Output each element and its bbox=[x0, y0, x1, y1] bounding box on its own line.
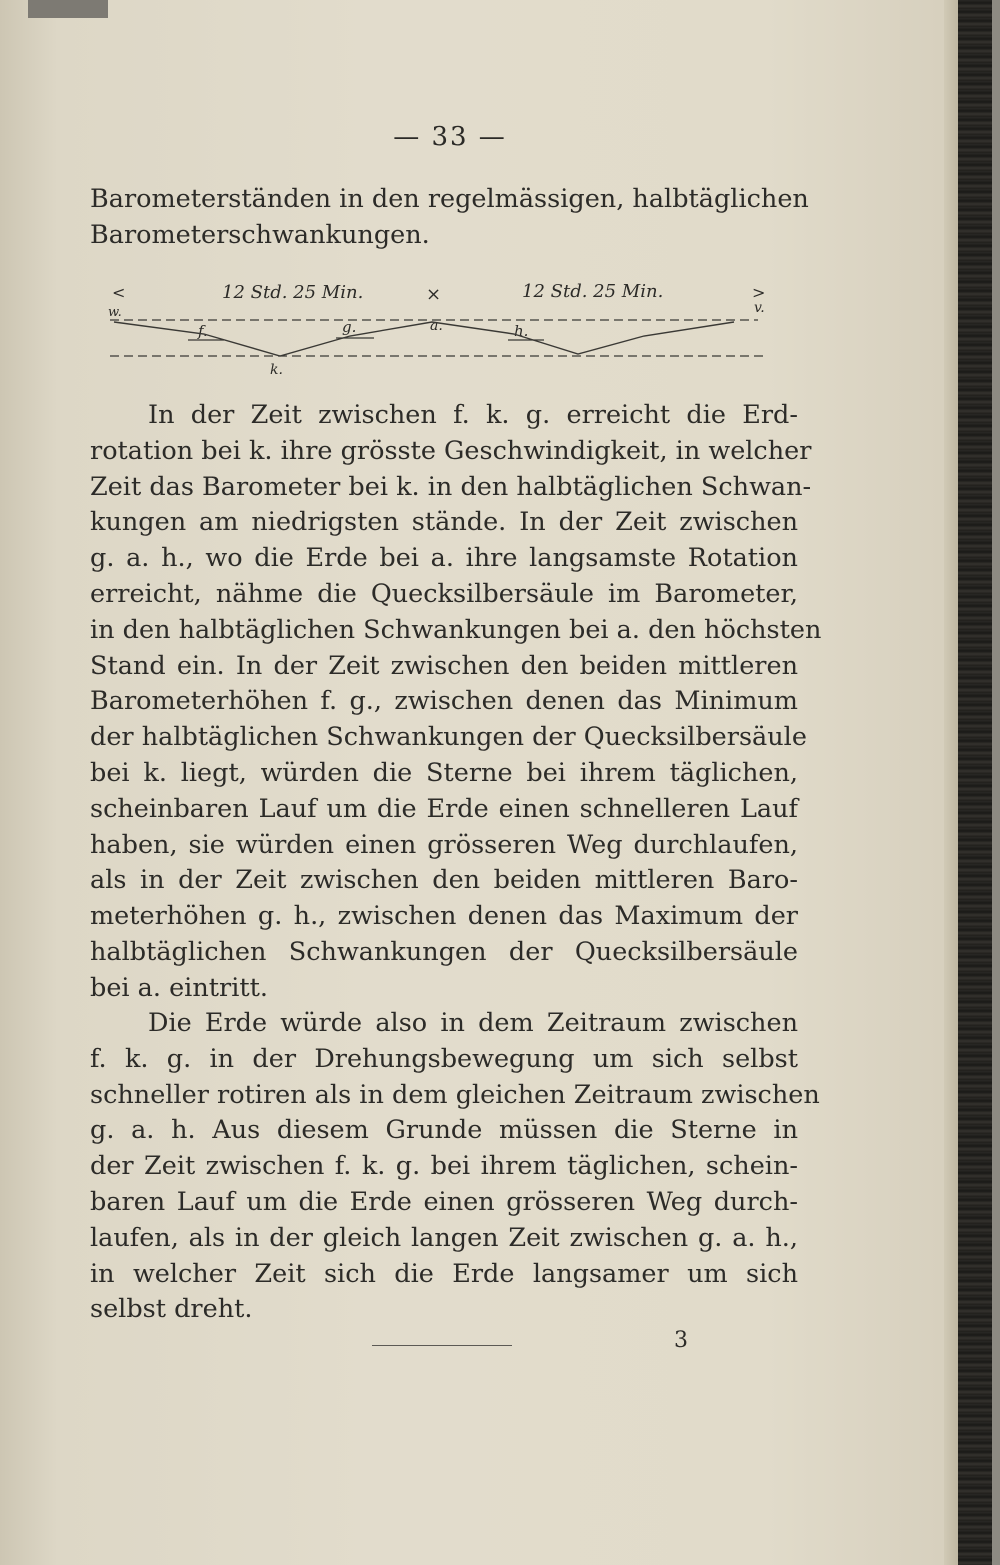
text-line: scheinbaren Lauf um die Erde einen schnelleren Lauf bbox=[90, 793, 798, 824]
right-arrow: > bbox=[752, 283, 766, 302]
left-duration-label: 12 Std. 25 Min. bbox=[222, 282, 364, 303]
text-line: bei a. eintritt. bbox=[90, 972, 268, 1003]
point-label-w: w. bbox=[108, 305, 122, 320]
text-line: g. a. h. Aus diesem Grunde müssen die Sterne in bbox=[90, 1115, 798, 1146]
point-label-f: f. bbox=[198, 322, 208, 340]
text-line: meterhöhen g. h., zwischen denen das Maximum der bbox=[90, 901, 798, 932]
text-line: haben, sie würden einen grösseren Weg durchlaufen, bbox=[90, 829, 798, 860]
text-line: f. k. g. in der Drehungsbewegung um sich selbst bbox=[90, 1043, 798, 1074]
barometer-rotation-diagram bbox=[104, 276, 784, 376]
text-line: bei k. liegt, würden die Sterne bei ihrem täglichen, bbox=[90, 757, 798, 788]
point-label-k: k. bbox=[270, 362, 283, 376]
text-line: Stand ein. In der Zeit zwischen den beiden mittleren bbox=[90, 650, 798, 681]
text-line: der halbtäglichen Schwankungen der Quecksilbersäule bbox=[90, 722, 807, 753]
text-line: als in der Zeit zwischen den beiden mittleren Baro- bbox=[90, 865, 798, 896]
right-duration-label: 12 Std. 25 Min. bbox=[522, 281, 664, 302]
point-label-a: a. bbox=[430, 318, 443, 334]
text-line: Zeit das Barometer bei k. in den halbtäglichen Schwan- bbox=[90, 471, 812, 502]
point-label-v: v. bbox=[754, 300, 765, 316]
text-line: baren Lauf um die Erde einen grösseren Weg durch- bbox=[90, 1186, 798, 1217]
page-edge bbox=[944, 0, 958, 1565]
text-line: Barometerschwankungen. bbox=[90, 219, 430, 250]
text-line: Barometerständen in den regelmässigen, halbtäglichen bbox=[90, 184, 809, 214]
text-line: selbst dreht. bbox=[90, 1294, 253, 1325]
spine-edge bbox=[992, 0, 1000, 1565]
center-mark: × bbox=[426, 284, 442, 305]
text-line: Die Erde würde also in dem Zeitraum zwischen bbox=[148, 1008, 798, 1038]
text-line: Barometerhöhen f. g., zwischen denen das Minimum bbox=[90, 686, 798, 717]
paragraph-1 bbox=[90, 182, 809, 254]
text-line: In der Zeit zwischen f. k. g. erreicht die Erd- bbox=[148, 400, 798, 430]
page-number-header: — 33 — bbox=[393, 122, 507, 152]
point-label-g: g. bbox=[342, 318, 357, 336]
text-line: laufen, als in der gleich langen Zeit zwischen g. a. h., bbox=[90, 1222, 798, 1253]
text-line: erreicht, nähme die Quecksilbersäule im Barometer, bbox=[90, 578, 798, 609]
paragraph-2 bbox=[90, 398, 822, 1007]
left-arrow: < bbox=[112, 283, 126, 302]
text-line: rotation bei k. ihre grösste Geschwindigkeit, in welcher bbox=[90, 435, 812, 466]
signature-mark: 3 bbox=[674, 1328, 688, 1353]
text-line: der Zeit zwischen f. k. g. bei ihrem täglichen, schein- bbox=[90, 1151, 798, 1182]
point-label-h: h. bbox=[514, 322, 529, 340]
text-line: g. a. h., wo die Erde bei a. ihre langsamste Rotation bbox=[90, 543, 798, 574]
text-line: in den halbtäglichen Schwankungen bei a. den höchsten bbox=[90, 614, 822, 645]
text-line: in welcher Zeit sich die Erde langsamer um sich bbox=[90, 1258, 798, 1289]
paragraph-3 bbox=[90, 1006, 820, 1328]
corner-stain bbox=[28, 0, 108, 18]
text-line: kungen am niedrigsten stände. In der Zeit zwischen bbox=[90, 507, 798, 538]
text-line: halbtäglichen Schwankungen der Quecksilbersäule bbox=[90, 936, 798, 967]
text-line: schneller rotiren als in dem gleichen Zeitraum zwischen bbox=[90, 1079, 820, 1110]
footer-rule bbox=[372, 1345, 512, 1346]
